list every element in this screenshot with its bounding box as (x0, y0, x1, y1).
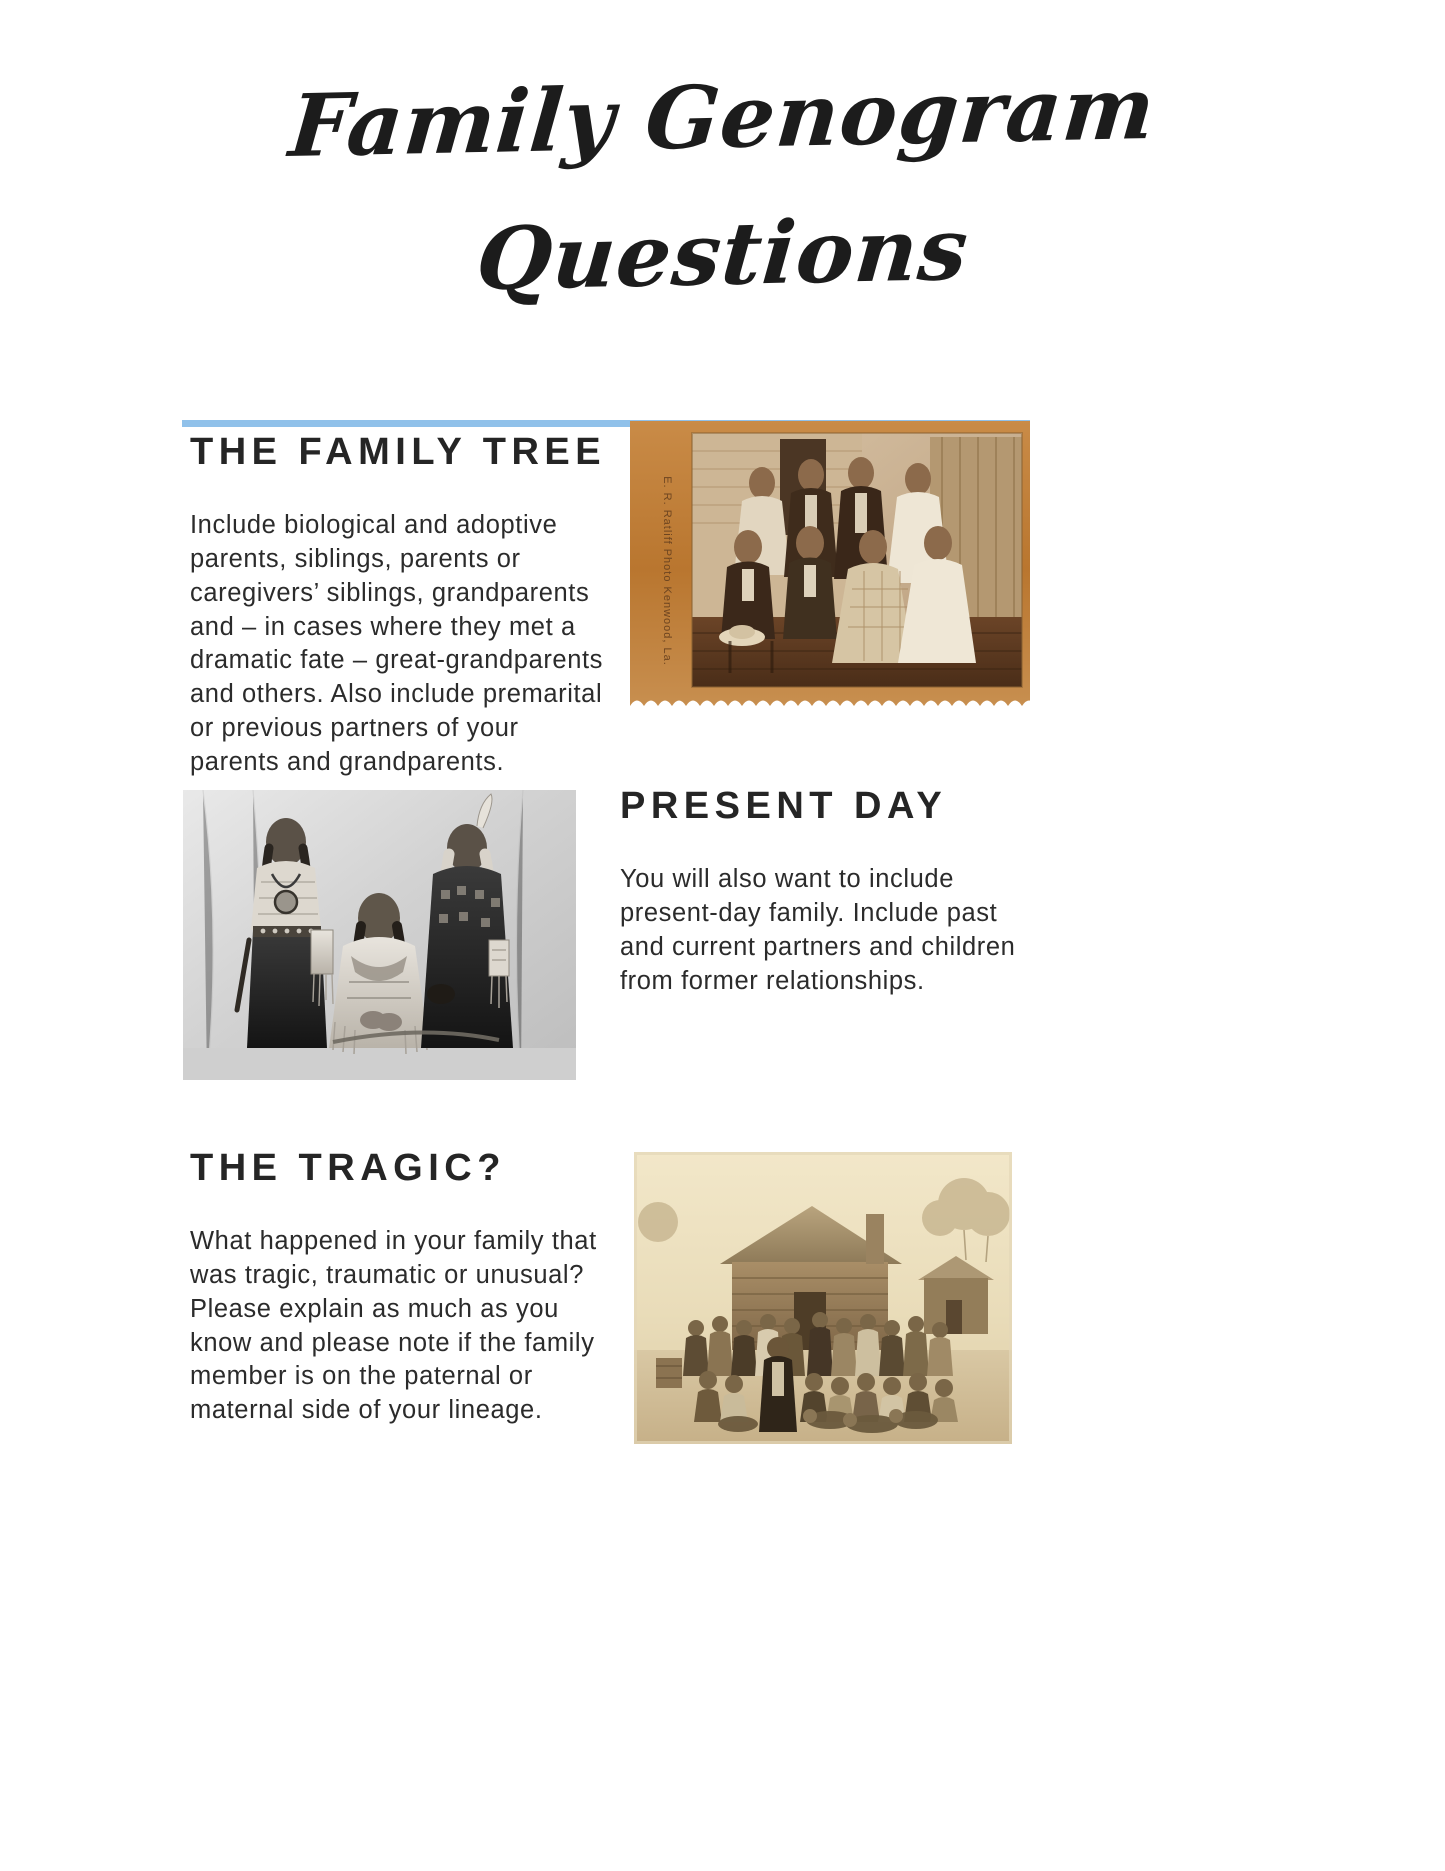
section-family-tree (190, 432, 610, 780)
section-heading-family-tree: THE FAMILY TREE (190, 431, 607, 473)
section-body-present-day: You will also want to include present-day family. Include past and current partners and children from former relationships. (620, 864, 1016, 995)
photo-family-portrait (630, 421, 1030, 718)
photo-family-portrait-graphic (630, 421, 1030, 718)
section-heading-tragic: THE TRAGIC? (190, 1147, 506, 1189)
section-present-day (620, 786, 1040, 998)
photo-native-group-graphic (183, 790, 576, 1080)
section-tragic (190, 1148, 610, 1428)
title-line-primary: Family Genogram (285, 57, 1160, 178)
section-body-tragic: What happened in your family that was tragic, traumatic or unusual? Please explain as much as you know and please note if the family member is on the paternal or maternal side of your lineage. (190, 1226, 597, 1425)
section-heading-present-day: PRESENT DAY (620, 785, 948, 827)
photo-mount-imprint: E. R. Ratliff Photo Kenwood, La. (661, 476, 673, 666)
title-line-secondary: Questions (472, 199, 973, 311)
photo-native-group (183, 790, 576, 1080)
section-body-family-tree: Include biological and adoptive parents, siblings, parents or caregivers’ siblings, grandparents and – in cases where they met a dramatic fate – great-grandparents and others. Also include premarital or previous partners of your parents and grandparents. (190, 510, 604, 777)
photo-plantation-group (634, 1152, 1012, 1444)
page-title (0, 57, 1445, 311)
photo-plantation-group-graphic (634, 1152, 1012, 1444)
